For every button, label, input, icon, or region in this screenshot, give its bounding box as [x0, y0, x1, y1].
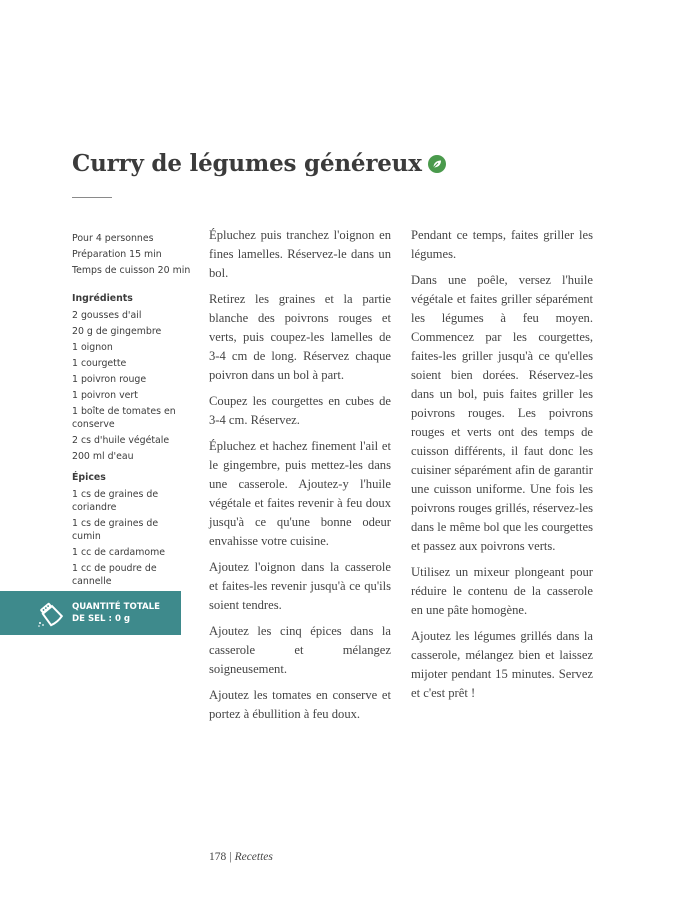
instructions-column-1 — [209, 226, 391, 731]
section-name: Recettes — [234, 851, 273, 863]
instruction-paragraph: Coupez les courgettes en cubes de 3-4 cm. Réservez. — [209, 394, 391, 427]
ingredient-item: 20 g de gingembre — [72, 325, 162, 337]
instruction-paragraph: Dans une poêle, versez l'huile végétale et faites griller séparément les légumes à feu moyen. Commencez par les courgettes, faites-les griller jusqu'à ce qu'elles soient bien dorées. Réservez-les dans un bol, puis faites griller les poivrons rouges. Les poivrons rouges et verts ont des temps de cuisson différents, il faut donc les cuisiner séparément afin de garantir une cuisson uniforme. Une fois les poivrons rouges grillés, réservez-les dans le même bol que les courgettes et passez aux poivrons verts. — [411, 273, 593, 553]
ingredient-item: 1 poivron vert — [72, 389, 138, 401]
cook-time: Temps de cuisson 20 min — [72, 265, 191, 276]
prep-time: Préparation 15 min — [72, 249, 162, 260]
spice-item: 1 cc de poudre de cannelle — [72, 562, 157, 587]
salt-line-1: QUANTITÉ TOTALE — [72, 602, 161, 612]
instructions-column-2 — [411, 226, 593, 710]
salt-info-banner — [0, 591, 181, 635]
instruction-paragraph: Ajoutez l'oignon dans la casserole et faites-les revenir jusqu'à ce qu'ils soient tendres. — [209, 560, 391, 612]
instruction-paragraph: Ajoutez les tomates en conserve et portez à ébullition à feu doux. — [209, 688, 391, 721]
ingredient-item: 2 gousses d'ail — [72, 309, 142, 321]
recipe-title-text: Curry de légumes généreux — [72, 150, 422, 177]
ingredient-item: 200 ml d'eau — [72, 450, 134, 462]
title-divider — [72, 197, 112, 198]
recipe-title — [72, 150, 446, 177]
instruction-paragraph: Retirez les graines et la partie blanche des poivrons rouges et verts, puis coupez-les lamelles de 3-4 cm de long. Réservez chaque poivron dans un bol à part. — [209, 292, 391, 382]
ingredient-item: 1 courgette — [72, 357, 127, 369]
salt-line-2: DE SEL : 0 g — [72, 614, 131, 624]
ingredient-item: 1 oignon — [72, 341, 113, 353]
servings: Pour 4 personnes — [72, 233, 154, 244]
spice-item: 1 cs de graines de cumin — [72, 517, 159, 542]
instruction-paragraph: Ajoutez les légumes grillés dans la casserole, mélangez bien et laissez mijoter pendant 15 minutes. Servez et c'est prêt ! — [411, 629, 593, 700]
salt-quantity-text — [72, 601, 160, 625]
instruction-paragraph: Pendant ce temps, faites griller les légumes. — [411, 228, 593, 261]
instruction-paragraph: Épluchez puis tranchez l'oignon en fines lamelles. Réservez-le dans un bol. — [209, 228, 391, 280]
instruction-paragraph: Ajoutez les cinq épices dans la casserole et mélangez soigneusement. — [209, 624, 391, 676]
instruction-paragraph: Épluchez et hachez finement l'ail et le gingembre, puis mettez-les dans une casserole. Ajoutez-y l'huile végétale et faites revenir à feu doux jusqu'à ce qu'une bonne odeur envahisse votre cuisine. — [209, 439, 391, 548]
ingredient-item: 1 poivron rouge — [72, 373, 147, 385]
ingredients-heading: Ingrédients — [72, 293, 133, 304]
footer-separator: | — [229, 851, 232, 863]
ingredient-item: 2 cs d'huile végétale — [72, 434, 170, 446]
recipe-sidebar — [72, 231, 191, 589]
page-number: 178 — [209, 851, 227, 863]
instruction-paragraph: Utilisez un mixeur plongeant pour réduire le contenu de la casserole en une pâte homogène. — [411, 565, 593, 617]
spices-heading: Épices — [72, 472, 106, 483]
spice-item: 1 cs de graines de coriandre — [72, 488, 159, 513]
spice-item: 1 cc de cardamome — [72, 546, 165, 558]
page-footer — [209, 851, 273, 863]
salt-shaker-icon — [35, 598, 65, 628]
ingredient-item: 1 boîte de tomates en conserve — [72, 405, 176, 430]
leaf-icon — [428, 155, 446, 173]
